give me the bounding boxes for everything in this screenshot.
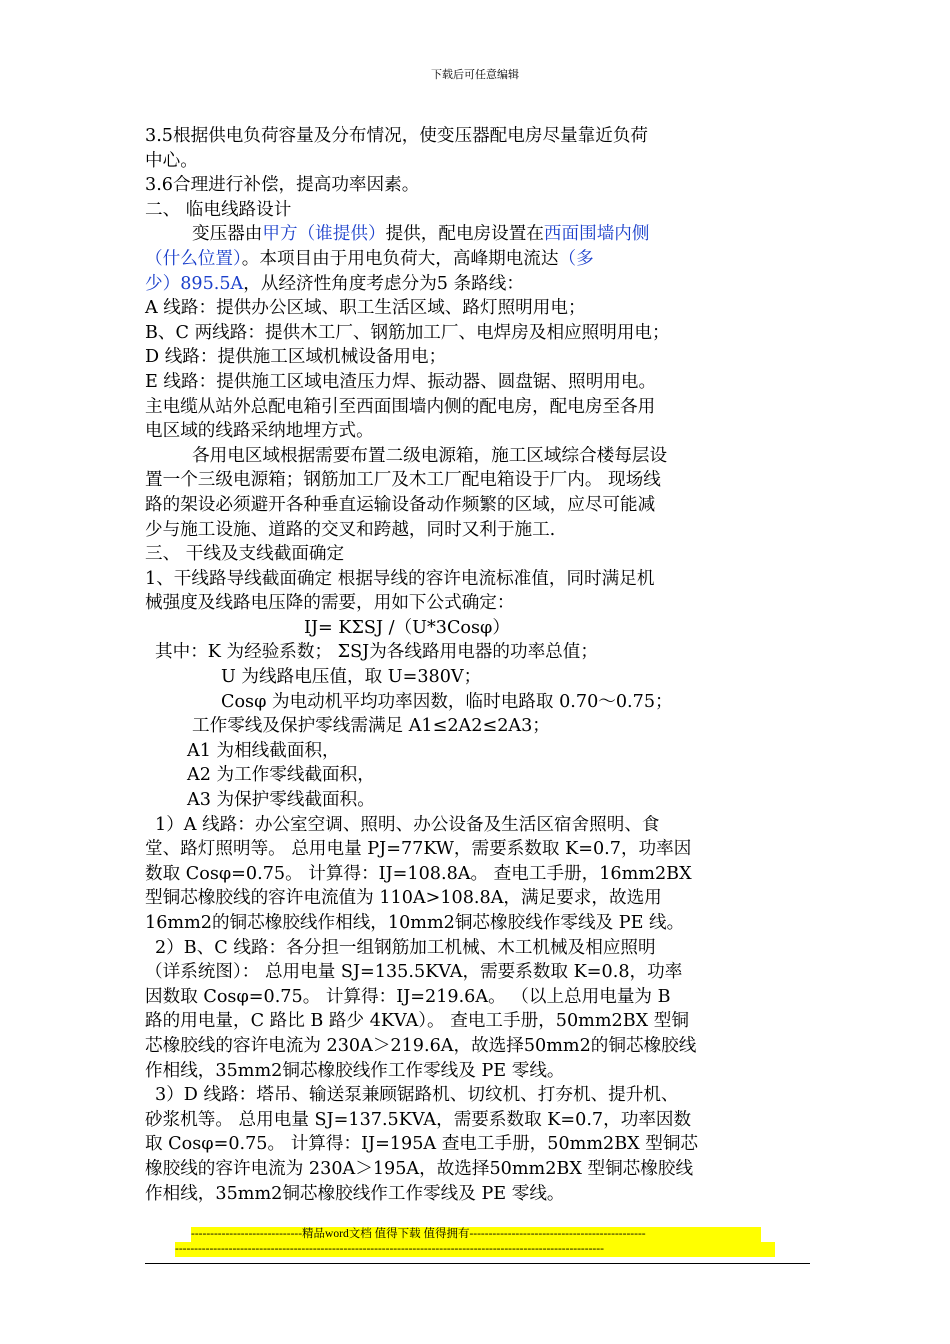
text-line [145,222,810,247]
placeholder-highlight: （多 [558,248,594,269]
text-line: 各用电区域根据需要布置二级电源箱，施工区域综合楼每层设 [192,445,668,466]
section-heading: 二、 临电线路设计 [145,199,292,220]
text-line: 3.6合理进行补偿，提高功率因素。 [145,175,420,196]
footer-dash-line: ---------------------------------------------------------------------------------------------------------------- [175,1242,775,1257]
text-line: 3）D 线路：塔吊、输送泵兼顾锯路机、切纹机、打夯机、提升机、 [155,1085,679,1106]
text-line: 械强度及线路电压降的需要，用如下公式确定： [145,593,515,614]
text-line: 置一个三级电源箱；钢筋加工厂及木工厂配电箱设于厂内。 现场线 [145,470,661,491]
text-line: A3 为保护零线截面积。 [187,790,375,811]
page-header: 下载后可任意编辑 [431,68,519,81]
text-line: A2 为工作零线截面积， [187,765,375,786]
text-segment: 。本项目由于用电负荷大，高峰期电流达 [241,248,559,269]
text-segment: 提供，配电房设置在 [385,224,544,245]
text-line: 少与施工设施、道路的交叉和跨越，同时又利于施工. [145,519,556,540]
text-line: （详系统图）： 总用电量 SJ=135.5KVA，需要系数取 K=0.8，功率 [145,962,683,983]
text-line: 作相线，35mm2铜芯橡胶线作工作零线及 PE 零线。 [145,1060,565,1081]
text-line: D 线路：提供施工区域机械设备用电； [145,347,447,368]
text-line: 2）B、C 线路：各分担一组钢筋加工机械、木工机械及相应照明 [155,937,656,958]
text-line: 1、干线路导线截面确定 根据导线的容许电流标准值，同时满足机 [145,568,655,589]
text-line: 因数取 Cosφ=0.75。 计算得：IJ=219.6A。 （以上总用电量为 B [145,986,671,1007]
text-line [145,247,810,272]
text-line: 作相线，35mm2铜芯橡胶线作工作零线及 PE 零线。 [145,1183,565,1204]
text-line: 型铜芯橡胶线的容许电流值为 110A>108.8A，满足要求，故选用 [145,888,662,909]
text-line: 堂、路灯照明等。 总用电量 PJ=77KW，需要系数取 K=0.7，功率因 [145,839,692,860]
text-line: Cosφ 为电动机平均功率因数，临时电路取 0.70～0.75； [221,691,673,712]
text-line: E 线路：提供施工区域电渣压力焊、振动器、圆盘锯、照明用电。 [145,371,657,392]
placeholder-highlight: （什么位置） [145,248,242,269]
text-line: 电区域的线路采纳地埋方式。 [145,421,374,442]
text-segment: ，从经济性角度考虑分为5 条路线： [243,273,524,294]
placeholder-highlight: 少）895.5A [145,273,244,294]
placeholder-highlight: 西面围墙内侧 [543,224,650,245]
text-line: 1）A 线路：办公室空调、照明、办公设备及生活区宿舍照明、食 [155,814,660,835]
footer-banner: -----------------------------精品word文档 值得下载 值得拥有---------------------------------------------- [191,1227,761,1242]
footer-divider [145,1263,810,1264]
text-line: 3.5根据供电负荷容量及分布情况，使变压器配电房尽量靠近负荷 [145,126,649,146]
text-line: B、C 两线路：提供木工厂、钢筋加工厂、电焊房及相应照明用电； [145,322,670,343]
text-line: A1 为相线截面积， [187,740,340,761]
text-line: 路的用电量，C 路比 B 路少 4KVA）。 查电工手册，50mm2BX 型铜 [145,1011,689,1032]
text-line: 主电缆从站外总配电箱引至西面围墙内侧的配电房，配电房至各用 [145,396,656,417]
text-segment: 变压器由 [192,224,263,245]
text-line [145,272,810,297]
text-line: A 线路：提供办公区域、职工生活区域、路灯照明用电； [145,298,586,319]
placeholder-highlight: 甲方（谁提供） [262,224,386,245]
text-line: 路的架设必须避开各种垂直运输设备动作频繁的区域，应尽可能减 [145,494,656,515]
text-line: 中心。 [145,150,198,171]
text-line: 工作零线及保护零线需满足 A1≤2A2≤2A3； [192,716,550,737]
text-line: 芯橡胶线的容许电流为 230A＞219.6A，故选择50mm2的铜芯橡胶线 [145,1035,697,1056]
text-line: U 为线路电压值，取 U=380V； [221,667,482,688]
document-body [145,124,810,1206]
section-heading: 三、 干线及支线截面确定 [145,544,345,565]
page-footer [145,1227,810,1257]
text-line: 其中：K 为经验系数； ΣSJ为各线路用电器的功率总值； [155,642,598,663]
text-line: 16mm2的铜芯橡胶线作相线，10mm2铜芯橡胶线作零线及 PE 线。 [145,913,685,933]
text-line: 砂浆机等。 总用电量 SJ=137.5KVA，需要系数取 K=0.7，功率因数 [145,1109,692,1130]
text-line: 橡胶线的容许电流为 230A＞195A，故选择50mm2BX 型铜芯橡胶线 [145,1158,694,1179]
text-line: 取 Cosφ=0.75。 计算得：IJ=195A 查电工手册，50mm2BX 型铜芯 [145,1134,699,1155]
formula: IJ= KΣSJ /（U*3Cosφ） [304,617,510,638]
text-line: 数取 Cosφ=0.75。 计算得：IJ=108.8A。 查电工手册，16mm2BX [145,863,692,884]
